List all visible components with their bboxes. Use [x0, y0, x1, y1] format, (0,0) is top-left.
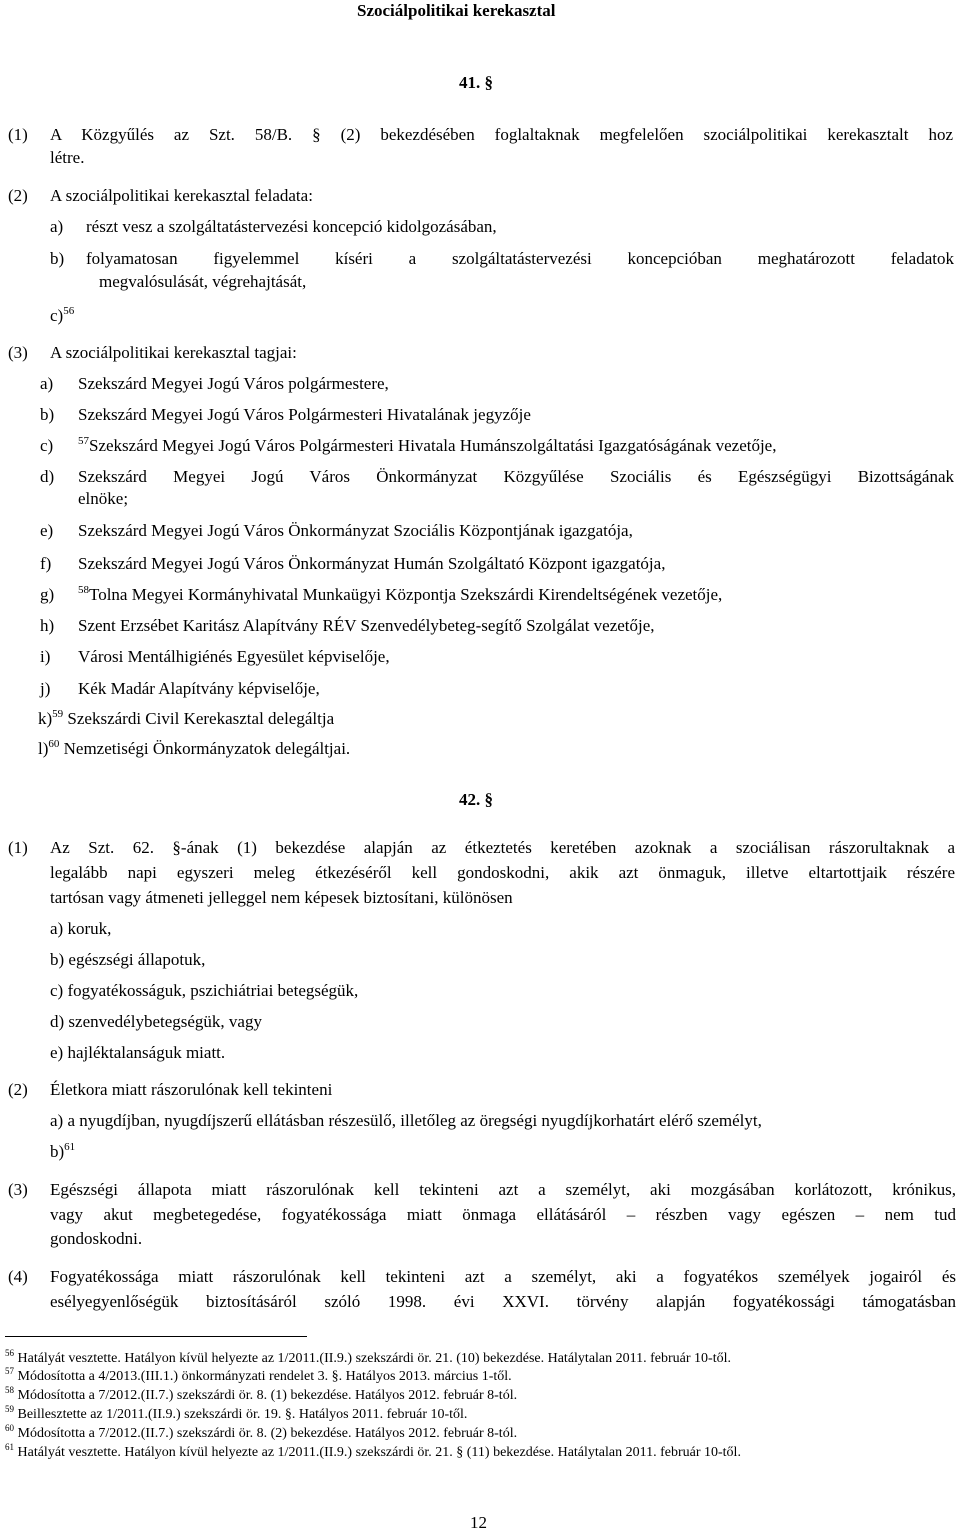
- sec41-p3-num: (3): [8, 343, 28, 362]
- sec41-p2-a-label: a): [50, 217, 64, 236]
- member-h-text: Szent Erzsébet Karitász Alapítvány RÉV Szenvedélybeteg-segítő Szolgálat vezetője,: [78, 616, 655, 635]
- sec42-p2-b: [50, 1141, 75, 1163]
- footnote-60-num: 60: [5, 1423, 14, 1433]
- member-l: [38, 738, 350, 760]
- footnote-57-text: Módosította a 4/2013.(III.1.) önkormányzati rendelet 3. §. Hatályos 2013. március 1-től.: [17, 1369, 512, 1384]
- footnote-58-text: Módosította a 7/2012.(II.7.) szekszárdi ör. 8. (1) bekezdése. Hatályos 2012. február 8-tól.: [17, 1388, 518, 1403]
- reason-b-text: egészségi állapotuk,: [68, 950, 206, 969]
- sec41-p2-c-label: c): [50, 306, 64, 325]
- footnote-56-num: 56: [5, 1348, 14, 1358]
- sec42-p3-num: (3): [8, 1180, 28, 1199]
- footnote-separator: [5, 1336, 307, 1337]
- reason-c: [50, 980, 358, 1002]
- member-e-label: e): [40, 521, 54, 540]
- sec41-p2-b-label: b): [50, 249, 65, 268]
- reason-d-text: szenvedélybetegségük, vagy: [68, 1012, 262, 1031]
- member-i-label: i): [40, 647, 51, 666]
- member-l-label: l): [38, 739, 49, 758]
- member-c-label: c): [40, 436, 54, 455]
- sec42-p3-line2: vagy akut megbetegedése, fogyatékossága miatt önmaga ellátásáról – részben vagy egészen – nem tud: [50, 1205, 956, 1224]
- member-a-label: a): [40, 374, 54, 393]
- sec41-p1-line1: A Közgyűlés az Szt. 58/B. § (2) bekezdésében foglaltaknak megfelelően szociálpolitikai kerekasztalt hoz: [50, 125, 953, 144]
- section-42-heading: 42. §: [459, 790, 493, 809]
- sec42-p4-line2: esélyegyenlőségük biztosításáról szóló 1998. évi XXVI. törvény alapján fogyatékossági támogatásban: [50, 1292, 956, 1311]
- sec42-p2-b-label: b): [50, 1142, 65, 1161]
- sec41-p2-b-line1: folyamatosan figyelemmel kíséri a szolgáltatástervezési koncepcióban meghatározott feladatok: [86, 249, 954, 268]
- reason-e-label: e): [50, 1043, 64, 1062]
- reason-a-text: koruk,: [67, 919, 112, 938]
- footnote-57-num: 57: [5, 1366, 14, 1376]
- member-e-text: Szekszárd Megyei Jogú Város Önkormányzat Szociális Központjának igazgatója,: [78, 521, 633, 540]
- footnote-ref-60: 60: [48, 738, 60, 750]
- sec42-p2-intro: Életkora miatt rászorulónak kell tekinteni: [50, 1080, 333, 1099]
- member-d-text2: elnöke;: [78, 489, 129, 508]
- member-f-text: Szekszárd Megyei Jogú Város Önkormányzat Humán Szolgáltató Központ igazgatója,: [78, 554, 666, 573]
- page-title: Szociálpolitikai kerekasztal: [357, 1, 556, 20]
- reason-b-label: b): [50, 950, 65, 969]
- footnote-ref-59: 59: [52, 708, 64, 720]
- footnote-ref-57: 57: [78, 435, 89, 447]
- sec42-p1-line3: tartósan vagy átmeneti jelleggel nem képesek biztosítani, különösen: [50, 888, 513, 907]
- sec41-p3-intro: A szociálpolitikai kerekasztal tagjai:: [50, 343, 297, 362]
- member-j-text: Kék Madár Alapítvány képviselője,: [78, 679, 320, 698]
- reason-c-text: fogyatékosságuk, pszichiátriai betegségük,: [67, 981, 359, 1000]
- member-b-label: b): [40, 405, 55, 424]
- member-d-text: Szekszárd Megyei Jogú Város Önkormányzat Közgyűlése Szociális és Egészségügyi Bizottságának: [78, 467, 954, 486]
- footnote-61: [5, 1444, 741, 1462]
- footnote-59-num: 59: [5, 1404, 14, 1414]
- footnote-61-text: Hatályát vesztette. Hatályon kívül helyezte az 1/2011.(II.9.) szekszárdi ör. 21. § (11) bekezdése. Hatálytalan 2011. február 10-től.: [17, 1445, 741, 1460]
- member-f-label: f): [40, 554, 52, 573]
- footnote-60: [5, 1425, 517, 1443]
- footnote-ref-58: 58: [78, 584, 89, 596]
- member-b-text: Szekszárd Megyei Jogú Város Polgármesteri Hivatalának jegyzője: [78, 405, 531, 424]
- member-i-text: Városi Mentálhigiénés Egyesület képviselője,: [78, 647, 390, 666]
- member-a-text: Szekszárd Megyei Jogú Város polgármestere,: [78, 374, 389, 393]
- sec41-p2-intro: A szociálpolitikai kerekasztal feladata:: [50, 186, 313, 205]
- sec42-p3-line1: Egészségi állapota miatt rászorulónak kell tekinteni azt a személyt, aki mozgásában korlátozott, krónikus,: [50, 1180, 956, 1199]
- reason-b: [50, 949, 205, 971]
- reason-a-label: a): [50, 919, 64, 938]
- footnote-61-num: 61: [5, 1442, 14, 1452]
- footnote-60-text: Módosította a 7/2012.(II.7.) szekszárdi ör. 8. (2) bekezdése. Hatályos 2012. február 8-tól.: [17, 1426, 518, 1441]
- sec42-p4-line1: Fogyatékossága miatt rászorulónak kell tekinteni azt a személyt, aki a fogyatékos személyek jogairól és: [50, 1267, 956, 1286]
- reason-d-label: d): [50, 1012, 65, 1031]
- sec42-p4-num: (4): [8, 1267, 28, 1286]
- footnote-ref-56: 56: [63, 305, 75, 317]
- footnote-58-num: 58: [5, 1385, 14, 1395]
- sec41-p1-line2: létre.: [50, 148, 85, 167]
- footnote-56: [5, 1350, 731, 1368]
- sec42-p1-line2: legalább napi egyszeri meleg étkezéséről kell gondoskodni, akik azt önmaguk, illetve eltartottjaik részére: [50, 863, 955, 882]
- sec41-p1-num: (1): [8, 125, 28, 144]
- member-g-label: g): [40, 585, 55, 604]
- sec41-p2-b-line2: megvalósulását, végrehajtását,: [99, 272, 307, 291]
- sec41-p2-a-text: részt vesz a szolgáltatástervezési koncepció kidolgozásában,: [86, 217, 497, 236]
- footnote-59: [5, 1406, 467, 1424]
- reason-e-text: hajléktalanságuk miatt.: [67, 1043, 226, 1062]
- sec42-p1-line1: Az Szt. 62. §-ának (1) bekezdése alapján az étkeztetés keretében azoknak a szociálisan rászorultaknak a: [50, 838, 955, 857]
- footnote-59-text: Beillesztette az 1/2011.(II.9.) szekszárdi ör. 19. §. Hatályos 2011. február 10-től.: [17, 1407, 468, 1422]
- member-g-text: Tolna Megyei Kormányhivatal Munkaügyi Központja Szekszárdi Kirendeltségének vezetője,: [89, 585, 723, 604]
- member-k-text: Szekszárdi Civil Kerekasztal delegáltja: [67, 709, 335, 728]
- member-h-label: h): [40, 616, 55, 635]
- sec42-p2-a-text: a) a nyugdíjban, nyugdíjszerű ellátásban részesülő, illetőleg az öregségi nyugdíjkorhatárt elérő személyt,: [50, 1111, 762, 1130]
- member-c: [78, 435, 776, 457]
- footnote-56-text: Hatályát vesztette. Hatályon kívül helyezte az 1/2011.(II.9.) szekszárdi ör. 21. (10) bekezdése. Hatálytalan 2011. február 10-től.: [17, 1351, 731, 1366]
- sec42-p3-line3: gondoskodni.: [50, 1229, 143, 1248]
- member-k: [38, 708, 334, 730]
- member-d-label: d): [40, 467, 55, 486]
- reason-a: [50, 918, 111, 940]
- member-g: [78, 584, 722, 606]
- reason-e: [50, 1042, 225, 1064]
- footnote-57: [5, 1368, 512, 1386]
- footnote-58: [5, 1387, 517, 1405]
- member-j-label: j): [40, 679, 51, 698]
- sec42-p1-num: (1): [8, 838, 28, 857]
- member-c-text: Szekszárd Megyei Jogú Város Polgármesteri Hivatala Humánszolgáltatási Igazgatóságának vezetője,: [89, 436, 777, 455]
- sec41-p2-num: (2): [8, 186, 28, 205]
- reason-d: [50, 1011, 262, 1033]
- section-41-heading: 41. §: [459, 73, 493, 92]
- sec42-p2-num: (2): [8, 1080, 28, 1099]
- member-l-text: Nemzetiségi Önkormányzatok delegáltjai.: [63, 739, 351, 758]
- member-k-label: k): [38, 709, 53, 728]
- reason-c-label: c): [50, 981, 64, 1000]
- footnote-ref-61: 61: [64, 1141, 76, 1153]
- sec41-p2-c: [50, 305, 74, 327]
- page-number: 12: [470, 1513, 487, 1532]
